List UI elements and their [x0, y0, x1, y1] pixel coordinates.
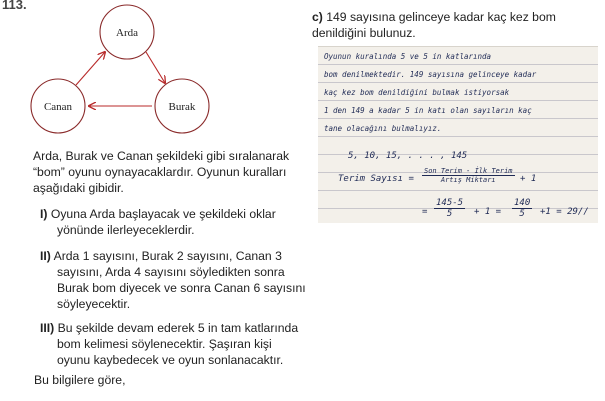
rule-2 — [40, 248, 308, 312]
formula-label: Terim Sayısı = — [338, 174, 414, 184]
solution-line-1: Oyunun kuralında 5 ve 5 in katlarında — [324, 52, 492, 61]
step-2-denominator: 5 — [519, 209, 525, 219]
rule-1-numeral: I) — [40, 207, 48, 221]
intro-paragraph: Arda, Burak ve Canan şekildeki gibi sıralanarak “bom” oyunu oynayacaklardır. Oyunun kuralları aşağıdaki gibidir. — [33, 149, 290, 195]
bom-game-diagram — [0, 0, 320, 150]
formula-denominator: Artış Miktarı — [440, 176, 496, 184]
question-c-label: c) — [312, 10, 323, 24]
formula-numerator: Son Terim - İlk Terim — [424, 167, 513, 175]
step-1-denominator: 5 — [446, 209, 453, 219]
step-2-numerator: 140 — [514, 198, 531, 208]
rule-1 — [40, 206, 308, 238]
question-number: 113. — [2, 0, 27, 12]
formula-fraction — [422, 167, 515, 184]
arrow-canan-to-arda — [76, 52, 105, 85]
step-fraction-2 — [512, 198, 532, 219]
solution-line-5: tane olacağını bulmalıyız. — [324, 124, 442, 133]
solution-line-4: 1 den 149 a kadar 5 in katı olan sayıların kaç — [324, 106, 532, 115]
handwritten-solution — [318, 46, 598, 223]
step-plus-1: + 1 = — [474, 207, 502, 217]
rule-2-text: Arda 1 sayısını, Burak 2 sayısını, Canan 3 — [53, 249, 282, 263]
rule-1-cont: yönünde ilerleyeceklerdir. — [57, 223, 195, 237]
question-c-text: 149 sayısına gelinceye kadar kaç kez bom denildiğini bulunuz. — [312, 10, 556, 40]
rule-3-numeral: III) — [40, 321, 55, 335]
question-c — [312, 9, 592, 41]
node-burak-label: Burak — [168, 101, 196, 113]
step-result: +1 = 29// — [540, 207, 589, 217]
node-canan-label: Canan — [43, 101, 73, 113]
rule-3-cont: bom kelimesi söylenecektir. Şaşıran kişi oyunu kaybedecek ve oyun sonlanacaktır. — [57, 337, 284, 367]
rule-2-numeral: II) — [40, 249, 51, 263]
node-arda-label: Arda — [116, 27, 138, 39]
rule-3-text: Bu şekilde devam ederek 5 in tam katlarında — [57, 321, 299, 335]
rule-2-cont: sayısını, Arda 4 sayısını söyledikten sonra Burak bom diyecek ve sonra Canan 6 sayısını söyleyecektir. — [57, 265, 306, 311]
step-fraction-1 — [434, 198, 465, 219]
rule-1-text: Oyuna Arda başlayacak ve şekildeki oklar — [50, 207, 276, 221]
conclusion-text: Bu bilgilere göre, — [34, 373, 126, 387]
step-1-numerator: 145-5 — [436, 198, 464, 208]
rule-3 — [40, 320, 308, 368]
solution-line-3: kaç kez bom denildiğini bulmak istiyorsak — [324, 88, 510, 97]
formula-tail: + 1 — [520, 174, 537, 184]
step-equals: = — [422, 207, 428, 217]
solution-sequence: 5, 10, 15, . . . , 145 — [348, 151, 468, 161]
arrow-arda-to-burak — [146, 52, 165, 83]
solution-line-2: bom denilmektedir. 149 sayısına gelinceye kadar — [324, 70, 537, 79]
